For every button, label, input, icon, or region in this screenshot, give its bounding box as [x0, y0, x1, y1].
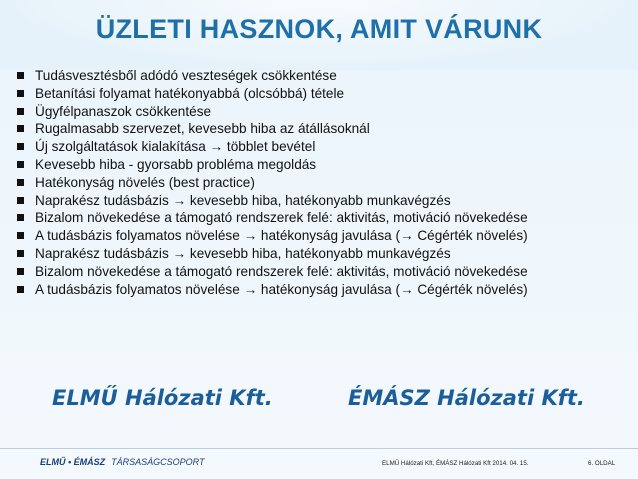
elmu-logo: ELMŰ Hálózati Kft. [52, 386, 273, 410]
footer-brand-group: TÁRSASÁGCSOPORT [111, 457, 205, 467]
bullet-square-icon [17, 250, 24, 257]
bullet-text: kevesebb hiba, hatékonyabb munkavégzés [186, 192, 451, 208]
bullet-square-icon [17, 72, 24, 79]
bullet-text: hatékonyság javulása ( [257, 281, 400, 297]
bullet-item [16, 192, 622, 210]
footer-divider [0, 448, 638, 449]
bullet-square-icon [17, 161, 24, 168]
arrow-icon: → [209, 139, 224, 155]
arrow-icon: → [399, 228, 414, 244]
bullet-text: Hatékonyság növelés (best practice) [35, 174, 255, 190]
bullet-item [16, 227, 622, 245]
bullet-square-icon [17, 214, 24, 221]
bullet-item [16, 120, 622, 138]
bullet-square-icon [17, 108, 24, 115]
arrow-icon: → [243, 281, 258, 297]
bullet-item [16, 85, 622, 103]
bullet-item [16, 156, 622, 174]
bullet-text: A tudásbázis folyamatos növelése [35, 281, 244, 297]
bullet-item [16, 245, 622, 263]
bullet-text: A tudásbázis folyamatos növelése [35, 228, 244, 244]
bullet-text: Tudásvesztésből adódó veszteségek csökkentése [35, 68, 337, 83]
bullet-text: Új szolgáltatások kialakítása [35, 139, 210, 155]
bullet-text: Betanítási folyamat hatékonyabbá (olcsóbbá) tétele [35, 85, 345, 101]
bullet-item [16, 67, 622, 85]
bullet-text: Cégérték növelés) [413, 228, 528, 244]
bullet-square-icon [17, 125, 24, 132]
bullet-square-icon [17, 90, 24, 97]
bullet-square-icon [17, 268, 24, 275]
bullet-text: Bizalom növekedése a támogató rendszerek felé: aktivitás, motiváció növekedése [35, 263, 528, 279]
emasz-logo: ÉMÁSZ Hálózati Kft. [348, 386, 585, 410]
bullet-item [16, 281, 622, 299]
arrow-icon: → [172, 192, 187, 208]
bullet-text: Rugalmasabb szervezet, kevesebb hiba az átállásoknál [35, 121, 370, 137]
slide-title: ÜZLETI HASZNOK, AMIT VÁRUNK [95, 14, 543, 44]
bullet-item [16, 138, 622, 156]
footer-brand-name: ELMŰ • ÉMÁSZ [40, 457, 106, 467]
bullet-square-icon [17, 143, 24, 150]
bullet-text: kevesebb hiba, hatékonyabb munkavégzés [186, 245, 451, 261]
bullet-text: Naprakész tudásbázis [35, 192, 173, 208]
page-number: 6. OLDAL [588, 460, 616, 467]
bullet-text: hatékonyság javulása ( [257, 228, 400, 244]
bullet-item [16, 103, 622, 121]
arrow-icon: → [172, 245, 187, 261]
bullet-square-icon [17, 232, 24, 239]
bullet-text: többlet bevétel [223, 139, 316, 155]
bullet-text: Naprakész tudásbázis [35, 245, 173, 261]
bullet-square-icon [17, 197, 24, 204]
bullet-item [16, 174, 622, 192]
bullet-text: Bizalom növekedése a támogató rendszerek felé: aktivitás, motiváció növekedése [35, 210, 528, 226]
slide-footer [0, 448, 638, 479]
footer-info: ELMŰ Hálózati Kft, ÉMÁSZ Hálózati Kft 2014. 04. 15. [382, 460, 529, 467]
arrow-icon: → [243, 228, 258, 244]
logo-row [0, 386, 638, 420]
bullet-item [16, 209, 622, 227]
bullet-item [16, 263, 622, 281]
bullet-square-icon [17, 179, 24, 186]
bullet-text: Kevesebb hiba - gyorsabb probléma megoldás [35, 156, 317, 172]
bullet-text: Cégérték növelés) [413, 281, 528, 297]
bullet-text: Ügyfélpanaszok csökkentése [35, 103, 212, 119]
footer-brand [40, 457, 205, 467]
bullet-square-icon [17, 286, 24, 293]
bullet-list [16, 67, 622, 298]
arrow-icon: → [399, 281, 414, 297]
